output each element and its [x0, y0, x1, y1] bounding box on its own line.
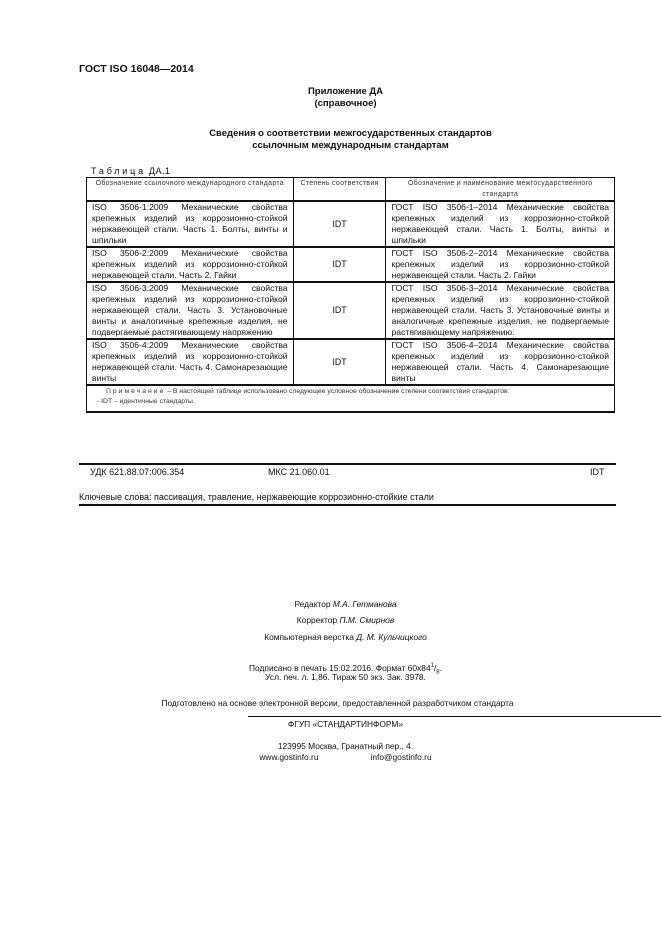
cell-degree: IDT [293, 339, 386, 385]
layout-name: Д. М. Кульчицкого [356, 632, 427, 642]
header-interstate: Обозначение и наименование межгосударственного стандарта [386, 178, 615, 202]
note-label: Примечание [106, 388, 166, 395]
cell-degree: IDT [293, 201, 386, 247]
appendix-type: (справочное) [314, 98, 377, 109]
mks-code: МКС 21.060.01 [268, 467, 330, 477]
editor-name: М.А. Гетманова [332, 599, 397, 609]
format-numerator: 1 [430, 663, 434, 669]
table-note [87, 385, 615, 412]
cell-interstate: ГОСТ ISO 3506-1–2014 Механические свойства крепежных изделий из коррозионно-стойкой нержавеющей стали. Часть 1. Болты, винты и шпильки [386, 201, 615, 247]
layout-line [0, 631, 661, 643]
table-row [87, 339, 615, 385]
table-row [87, 201, 615, 247]
cell-degree: IDT [293, 282, 386, 339]
cell-interstate: ГОСТ ISO 3506-3–2014 Механические свойства крепежных изделий из коррозионно-стойкой нержавеющей стали. Часть 3. Установочные винты и аналогичные крепежные изделия, не подвергаемые растягивающему напряжению. [386, 282, 615, 339]
corrector-label: Корректор [296, 615, 338, 625]
print-info: Усл. печ. л. 1,86. Тираж 50 экз. Зак. 3978. [265, 672, 426, 682]
appendix-title: Приложение ДА [307, 86, 384, 97]
appendix-heading [0, 86, 661, 110]
table-header-row [87, 178, 615, 202]
note-text: – В настоящей таблице использовано следующее условное обозначение степени соответствия стандартов: [165, 388, 510, 395]
publisher-email[interactable]: info@gostinfo.ru [370, 752, 432, 762]
table-row [87, 282, 615, 339]
editor-line [0, 598, 661, 610]
table-caption [91, 166, 171, 176]
table-caption-id: ДА.1 [148, 166, 171, 176]
table-row [87, 247, 615, 282]
divider [79, 463, 616, 465]
divider [79, 504, 616, 506]
header-international: Обозначение ссылочного международного стандарта [87, 178, 294, 202]
cell-international: ISO 3506-2:2009 Механические свойства крепежных изделий из коррозионно-стойкой нержавеющей стали. Часть 2. Гайки [87, 247, 294, 282]
publisher-address: 123995 Москва, Гранатный пер., 4. [277, 741, 414, 751]
layout-label: Компьютерная верстка [264, 632, 354, 642]
udc-code: УДК 621.88.07:006.354 [90, 467, 185, 477]
prepared-note: Подготовлено на основе электронной версии, предоставленной разработчиком стандарта [161, 698, 514, 708]
cell-interstate: ГОСТ ISO 3506-4–2014 Механические свойства крепежных изделий из коррозионно-стойкой нержавеющей стали. Часть 4. Самонарезающие винты [386, 339, 615, 385]
publisher-name: ФГУП «СТАНДАРТИНФОРМ» [287, 719, 404, 729]
divider [248, 716, 661, 717]
table-caption-word: Таблица [91, 166, 146, 176]
cell-international: ISO 3506-4:2009 Механические свойства крепежных изделий из коррозионно-стойкой нержавеющей стали. Часть 4. Самонарезающие винты [87, 339, 294, 385]
signed-text: Подписано в печать 15.02.2016. Формат 60x84 [249, 662, 431, 673]
correspondence-table [86, 177, 615, 413]
cell-international: ISO 3506-3:2009 Механические свойства крепежных изделий из коррозионно-стойкой нержавеющей стали. Часть 3. Установочные винты и аналогичные крепежные изделия, не подвергаемые растягивающему напряжению [87, 282, 294, 339]
format-denominator: 8 [436, 669, 440, 676]
document-code: ГОСТ ISO 16048—2014 [79, 63, 194, 75]
publisher-website[interactable]: www.gostinfo.ru [259, 752, 319, 762]
cell-degree: IDT [293, 247, 386, 282]
header-degree: Степень соответствия [293, 178, 386, 202]
corrector-line [0, 614, 661, 626]
cell-interstate: ГОСТ ISO 3506-2–2014 Механические свойства крепежных изделий из коррозионно-стойкой нержавеющей стали. Часть 2. Гайки [386, 247, 615, 282]
publisher-contacts [0, 751, 661, 763]
section-title [0, 128, 661, 152]
degree-code: IDT [590, 467, 605, 477]
corrector-name: П.М. Смирнов [339, 615, 395, 625]
section-title-line-2: ссылочным международным стандартам [252, 140, 449, 151]
cell-international: ISO 3506-1:2009 Механические свойства крепежных изделий из коррозионно-стойкой нержавеющей стали. Часть 1. Болты, винты и шпильки [87, 201, 294, 247]
section-title-line-1: Сведения о соответствии межгосударственных стандартов [209, 128, 492, 139]
editor-label: Редактор [294, 599, 331, 609]
table-note-row [87, 385, 615, 412]
keywords: Ключевые слова: пассивация, травление, нержавеющие коррозионно-стойкие стали [79, 492, 434, 502]
signed-line: Подписано в печать 15.02.2016. Формат $60x84^1/_8$. [249, 662, 442, 676]
note-item: - IDT – идентичные стандарты. [97, 398, 195, 405]
